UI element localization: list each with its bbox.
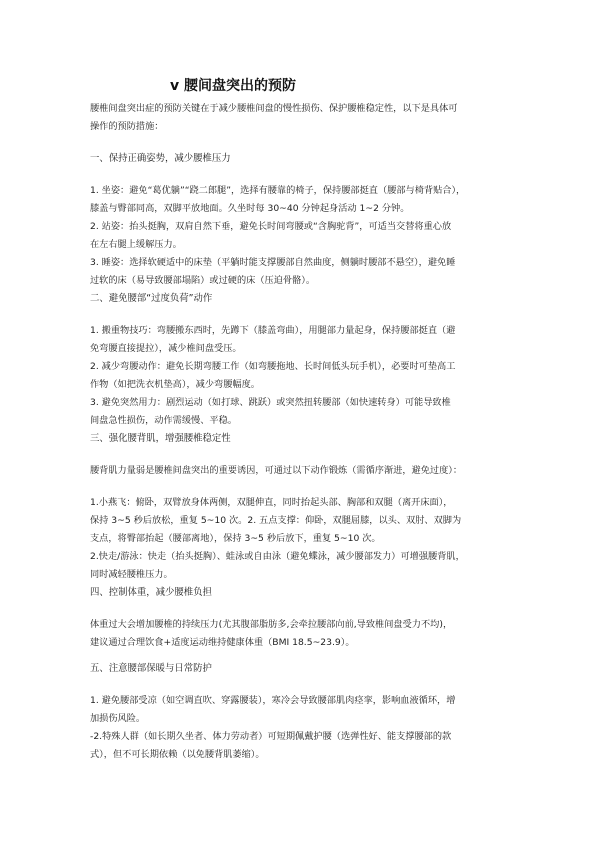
text-line: 过软的床（易导致腰部塌陷）或过硬的床（压迫骨骼）。 <box>90 275 316 286</box>
text-line: 支点，将臀部抬起（腰部离地），保持 3~5 秒后放下，重复 5~10 次。 <box>90 533 381 544</box>
text-line: 3. 睡姿：选择软硬适中的床垫（平躺时能支撑腰部自然曲度，侧躺时腰部不悬空），避免睡 <box>90 257 456 268</box>
intro-paragraph <box>90 100 508 136</box>
text-line: 作物（如把洗衣机垫高），减少弯腰幅度。 <box>90 379 260 390</box>
text-line: 同时减轻腰椎压力。 <box>90 569 173 580</box>
text-line: 免弯腰直接提拉），减少椎间盘受压。 <box>90 343 242 354</box>
paragraph <box>90 394 508 430</box>
paragraph <box>90 616 508 652</box>
text-line: 膝盖与臀部同高，双脚平放地面。久坐时每 30~40 分钟起身活动 1~2 分钟。 <box>90 203 410 214</box>
paragraph <box>90 548 508 584</box>
text-line: 体重过大会增加腰椎的持续压力(尤其腹部脂肪多,会牵拉腰部向前,导致椎间盘受力不均)， <box>90 619 453 630</box>
paragraph <box>90 692 508 728</box>
section-heading: 二、避免腰部“过度负荷”动作 <box>90 293 213 304</box>
paragraph <box>90 322 508 358</box>
text-line: 1.小燕飞：俯卧，双臂放身体两侧，双腿伸直，同时抬起头部、胸部和双腿（离开床面）， <box>90 497 453 508</box>
text-line: 1. 坐姿：避免“葛优躺”“跷二郎腿”，选择有腰靠的椅子，保持腰部挺直（腰部与椅背贴合）， <box>90 185 466 196</box>
text-line: -2.特殊人群（如长期久坐者、体力劳动者）可短期佩戴护腰（选弹性好、能支撑腰部的款 <box>90 731 452 742</box>
text-line: 2. 减少弯腰动作：避免长期弯腰工作（如弯腰拖地、长时间低头玩手机），必要时可垫高工 <box>90 361 456 372</box>
section-heading: 五、注意腰部保暖与日常防护 <box>90 663 212 674</box>
paragraph <box>90 218 508 254</box>
paragraph <box>90 358 508 394</box>
text-line: 3. 避免突然用力：剧烈运动（如打球、跳跃）或突然扭转腰部（如快速转身）可能导致椎 <box>90 397 451 408</box>
text-line: 建议通过合理饮食+适度运动维持健康体重（BMI 18.5~23.9）。 <box>90 637 355 648</box>
section-heading: 三、强化腰背肌，增强腰椎稳定性 <box>90 433 231 444</box>
text-line: 1. 搬重物技巧：弯腰搬东西时，先蹲下（膝盖弯曲），用腿部力量起身，保持腰部挺直（避 <box>90 325 456 336</box>
text-line: 式），但不可长期依赖（以免腰背肌萎缩）。 <box>90 749 265 760</box>
text-line: 加损伤风险。 <box>90 713 146 724</box>
text-line: 保持 3~5 秒后放松，重复 5~10 次。2. 五点支撑：仰卧，双腿屈膝，以头、双肘、双脚为 <box>90 515 462 526</box>
text-line: 腰椎间盘突出症的预防关键在于减少腰椎间盘的慢性损伤、保护腰椎稳定性，以下是具体可 <box>90 103 458 114</box>
section-heading: 一、保持正确姿势，减少腰椎压力 <box>90 153 231 164</box>
page-title: v 腰间盘突出的预防 <box>170 78 296 94</box>
text-line: 1. 避免腰部受凉（如空调直吹、穿露腰装），寒冷会导致腰部肌肉痉挛，影响血液循环，增 <box>90 695 456 706</box>
paragraph: 腰背肌力量弱是腰椎间盘突出的重要诱因，可通过以下动作锻炼（需循序渐进，避免过度）： <box>90 465 463 476</box>
paragraph <box>90 494 508 548</box>
text-line: 间盘急性损伤，动作需缓慢、平稳。 <box>90 415 237 426</box>
text-line: 在左右腿上缓解压力。 <box>90 239 182 250</box>
paragraph <box>90 182 508 218</box>
section-heading: 四、控制体重，减少腰椎负担 <box>90 587 212 598</box>
text-line: 操作的预防措施： <box>90 121 164 132</box>
paragraph <box>90 254 508 290</box>
text-line: 2.快走/游泳：快走（抬头挺胸）、蛙泳或自由泳（避免蝶泳，减少腰部发力）可增强腰背肌， <box>90 551 465 562</box>
paragraph <box>90 728 508 764</box>
text-line: 2. 站姿：抬头挺胸，双肩自然下垂，避免长时间弯腰或“含胸驼背”，可适当交替将重心放 <box>90 221 452 232</box>
